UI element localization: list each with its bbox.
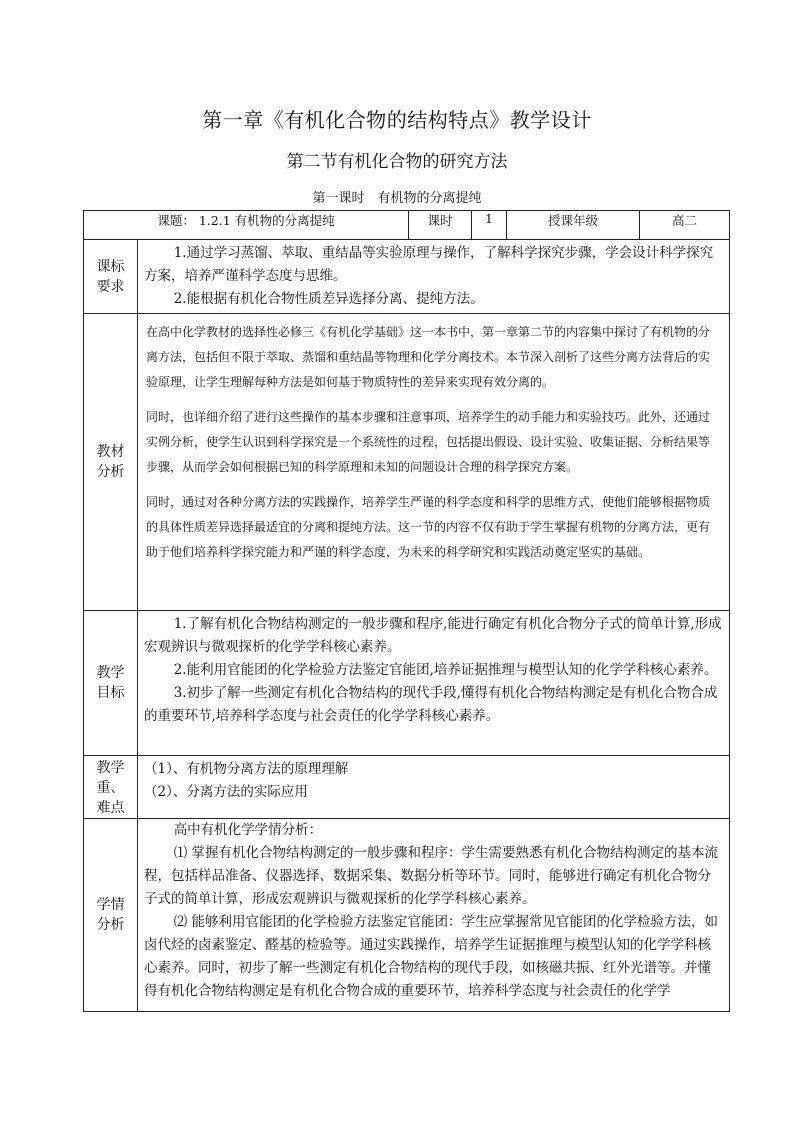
paragraph: ⑵ 能够利用官能团的化学检验方法鉴定官能团：学生应掌握常见官能团的化学检验方法，如卤代烃的卤素鉴定、醛基的检验等。通过实践操作，培养学生证据推理与模型认知的化学学科核心素养。同时，初步了解一些测定有机化合物结构的现代手段，如核磁共振、红外光谱等。并懂得有机化合物结构测定是有机化合物合成的重要环节，培养科学态度与社会责任的化学学 bbox=[144, 914, 718, 999]
paragraph: 1.通过学习蒸馏、萃取、重结晶等实验原理与操作，了解科学探究步骤，学会设计科学探究方案，培养严谨科学态度与思维。 bbox=[144, 245, 714, 284]
row-label: 教学目标 bbox=[84, 611, 138, 756]
period-label: 课时 bbox=[409, 211, 472, 240]
row-content bbox=[138, 314, 730, 611]
paragraph: 高中有机化学学情分析： bbox=[173, 822, 323, 838]
paragraph: 2.能根据有机化合物性质差异选择分离、提纯方法。 bbox=[173, 291, 484, 307]
grade-value: 高二 bbox=[640, 211, 730, 240]
row-label: 课标要求 bbox=[84, 240, 138, 314]
key-difficult-points-row bbox=[84, 756, 730, 819]
paragraph: 在高中化学教材的选择性必修三《有机化学基础》这一本书中，第一章第二节的内容集中探讨了有机物的分离方法，包括但不限于萃取、蒸馏和重结晶等物理和化学分离技术。本节深入剖析了这些分离方法背后的实验原理，让学生理解每种方法是如何基于物质特性的差异来实现有效分离的。 bbox=[146, 325, 711, 389]
paragraph: 同时，也详细介绍了进行这些操作的基本步骤和注意事项，培养学生的动手能力和实验技巧。此外，还通过实例分析，使学生认识到科学探究是一个系统性的过程，包括提出假设、设计实验、收集证据、分析结果等步骤，从而学会如何根据已知的科学原理和未知的问题设计合理的科学探究方案。 bbox=[146, 410, 711, 474]
section-subtitle: 第二节有机化合物的研究方法 bbox=[286, 152, 508, 172]
paragraph: 1.了解有机化合物结构测定的一般步骤和程序,能进行确定有机化合物分子式的简单计算,形成宏观辨识与微观探析的化学学科核心素养。 bbox=[144, 616, 722, 655]
curriculum-requirements-row bbox=[84, 240, 730, 314]
paragraph: 3.初步了解一些测定有机化合物结构的现代手段,懂得有机化合物结构测定是有机化合物合成的重要环节,培养科学态度与社会责任的化学学科核心素养。 bbox=[144, 685, 718, 724]
header-row bbox=[84, 211, 730, 240]
period-value: 1 bbox=[472, 211, 507, 240]
topic-cell: 课题： 1.2.1 有机物的分离提纯 bbox=[84, 211, 409, 240]
document-title: 第一章《有机化合物的结构特点》教学设计 bbox=[202, 108, 592, 132]
paragraph: ⑴ 掌握有机化合物结构测定的一般步骤和程序：学生需要熟悉有机化合物结构测定的基本流程，包括样品准备、仪器选择、数据采集、数据分析等环节。同时，能够进行确定有机化合物分子式的简单计算，形成宏观辨识与微观探析的化学学科核心素养。 bbox=[144, 845, 718, 907]
row-label: 学情分析 bbox=[84, 819, 138, 1012]
row-content bbox=[138, 819, 730, 1012]
paragraph: （1）、有机物分离方法的原理理解 bbox=[144, 761, 349, 777]
paragraph: （2）、分离方法的实际应用 bbox=[144, 784, 308, 800]
grade-label: 授课年级 bbox=[507, 211, 640, 240]
paragraph: 2.能利用官能团的化学检验方法鉴定官能团,培养证据推理与模型认知的化学学科核心素养。 bbox=[173, 662, 718, 678]
teaching-objectives-row bbox=[84, 611, 730, 756]
student-analysis-row bbox=[84, 819, 730, 1012]
row-content bbox=[138, 756, 730, 819]
paragraph: 同时，通过对各种分离方法的实践操作，培养学生严谨的科学态度和科学的思维方式，使他们能够根据物质的具体性质差异选择最适宜的分离和提纯方法。这一节的内容不仅有助于学生掌握有机物的分离方法，更有助于他们培养科学探究能力和严谨的科学态度，为未来的科学研究和实践活动奠定坚实的基础。 bbox=[146, 495, 711, 559]
textbook-analysis-row bbox=[84, 314, 730, 611]
row-label: 教材分析 bbox=[84, 314, 138, 611]
row-content bbox=[138, 240, 730, 314]
lesson-plan-table bbox=[83, 210, 730, 1012]
row-content bbox=[138, 611, 730, 756]
row-label: 教学重、难点 bbox=[84, 756, 138, 819]
lesson-line: 第一课时 有机物的分离提纯 bbox=[312, 191, 482, 206]
